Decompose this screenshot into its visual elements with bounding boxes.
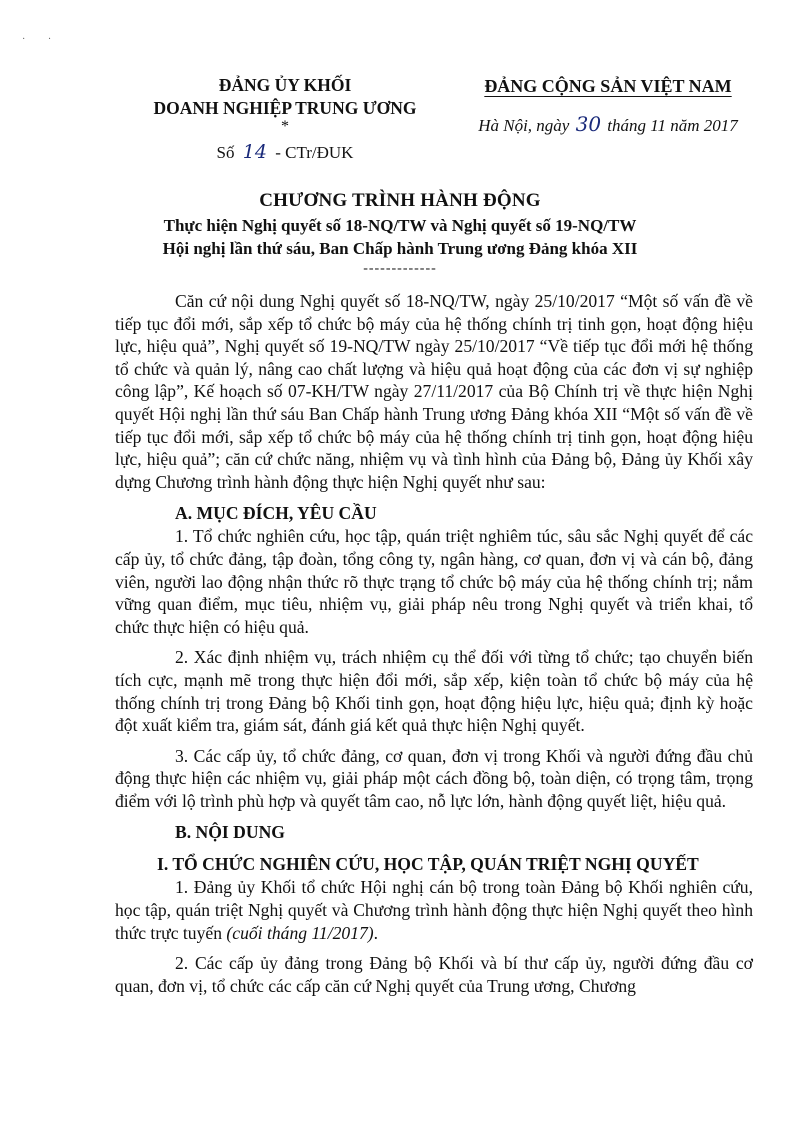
title-divider: -------------	[363, 261, 437, 276]
section-b-part-1-heading: I. TỔ CHỨC NGHIÊN CỨU, HỌC TẬP, QUÁN TRIỆT NGHỊ QUYẾT	[157, 854, 699, 875]
number-prefix: Số	[216, 143, 235, 162]
party-header	[458, 74, 758, 138]
section-b-item-1-text: 1. Đảng ủy Khối tổ chức Hội nghị cán bộ trong toàn Đảng bộ Khối nghiên cứu, học tập, quán triệt Nghị quyết và Chương trình hành động thực hiện Nghị quyết theo hình thức trực tuyến	[115, 877, 753, 943]
org-name-line1: ĐẢNG ỦY KHỐI	[218, 75, 352, 95]
document-number	[120, 140, 450, 165]
intro-paragraph: Căn cứ nội dung Nghị quyết số 18-NQ/TW, ngày 25/10/2017 “Một số vấn đề về tiếp tục đổi mới, sắp xếp tổ chức bộ máy của hệ thống chính trị tinh gọn, hoạt động hiệu lực, hiệu quả”, Nghị quyết số 19-NQ/TW ngày 25/10/2017 “Về tiếp tục đổi mới hệ thống tổ chức và quản lý, nâng cao chất lượng và hiệu quả hoạt động của các đơn vị sự nghiệp công lập”, Kế hoạch số 07-KH/TW ngày 27/11/2017 của Bộ Chính trị về thực hiện Nghị quyết Hội nghị lần thứ sáu Ban Chấp hành Trung ương Đảng khóa XII “Một số vấn đề về tiếp tục đổi mới, sắp xếp tổ chức bộ máy của hệ thống chính trị tinh gọn, hoạt động hiệu lực, hiệu quả”; căn cứ chức năng, nhiệm vụ và tình hình của Đảng bộ, Đảng ủy Khối xây dựng Chương trình hành động thực hiện Nghị quyết như sau:	[115, 291, 753, 492]
date-suffix: tháng 11 năm 2017	[607, 116, 738, 135]
number-suffix: - CTr/ĐUK	[275, 143, 354, 162]
scan-specks: · ·	[22, 34, 62, 45]
section-b-item-1-timing: (cuối tháng 11/2017)	[226, 922, 374, 943]
section-a-item-3: 3. Các cấp ủy, tổ chức đảng, cơ quan, đơn vị trong Khối và người đứng đầu chủ động thực hiện các nhiệm vụ, giải pháp một cách đồng bộ, toàn diện, có trọng tâm, trọng điểm với lộ trình phù hợp và quyết tâm cao, nỗ lực lớn, hành động quyết liệt, hiệu quả.	[115, 745, 753, 811]
section-b-item-2: 2. Các cấp ủy đảng trong Đảng bộ Khối và bí thư cấp ủy, người đứng đầu cơ quan, đơn vị, tổ chức các cấp căn cứ Nghị quyết của Trung ương, Chương	[115, 953, 753, 996]
title-subtitle-2: Hội nghị lần thứ sáu, Ban Chấp hành Trung ương Đảng khóa XII	[162, 239, 638, 258]
document-title	[100, 188, 700, 278]
date-prefix: Hà Nội, ngày	[478, 116, 570, 135]
document-body	[115, 290, 753, 997]
number-handwritten: 14	[242, 141, 267, 163]
section-a-item-1: 1. Tổ chức nghiên cứu, học tập, quán triệt nghiêm túc, sâu sắc Nghị quyết để các cấp ủy, tổ chức đảng, tập đoàn, tổng công ty, ngân hàng, cơ quan, đơn vị và cán bộ, đảng viên, người lao động nhận thức rõ thực trạng tổ chức bộ máy của hệ thống chính trị; nắm vững quan điểm, mục tiêu, nhiệm vụ, giải pháp nêu trong Nghị quyết và triển khai, tổ chức thực hiện có hiệu quả.	[115, 526, 753, 637]
section-a-heading: A. MỤC ĐÍCH, YÊU CẦU	[175, 503, 377, 524]
org-name-line2: DOANH NGHIỆP TRUNG ƯƠNG	[153, 98, 417, 118]
section-b-item-1-end: .	[373, 922, 379, 943]
issuing-organization	[120, 74, 450, 165]
title-main: CHƯƠNG TRÌNH HÀNH ĐỘNG	[259, 190, 541, 211]
date-day-handwritten: 30	[575, 112, 602, 136]
org-star: *	[281, 118, 289, 135]
party-name: ĐẢNG CỘNG SẢN VIỆT NAM	[484, 76, 732, 96]
section-b-item-1	[115, 876, 753, 944]
section-b-heading: B. NỘI DUNG	[175, 822, 285, 843]
title-subtitle-1: Thực hiện Nghị quyết số 18-NQ/TW và Nghị quyết số 19-NQ/TW	[163, 216, 637, 235]
section-a-item-2: 2. Xác định nhiệm vụ, trách nhiệm cụ thể đối với từng tổ chức; tạo chuyển biến tích cực, mạnh mẽ trong thực hiện đổi mới, sắp xếp, kiện toàn tổ chức bộ máy của hệ thống chính trị trong Đảng bộ Khối tinh gọn, hoạt động hiệu lực, hiệu quả; định kỳ hoặc đột xuất kiểm tra, giám sát, đánh giá kết quả thực hiện Nghị quyết.	[115, 647, 753, 736]
document-date	[458, 112, 758, 138]
